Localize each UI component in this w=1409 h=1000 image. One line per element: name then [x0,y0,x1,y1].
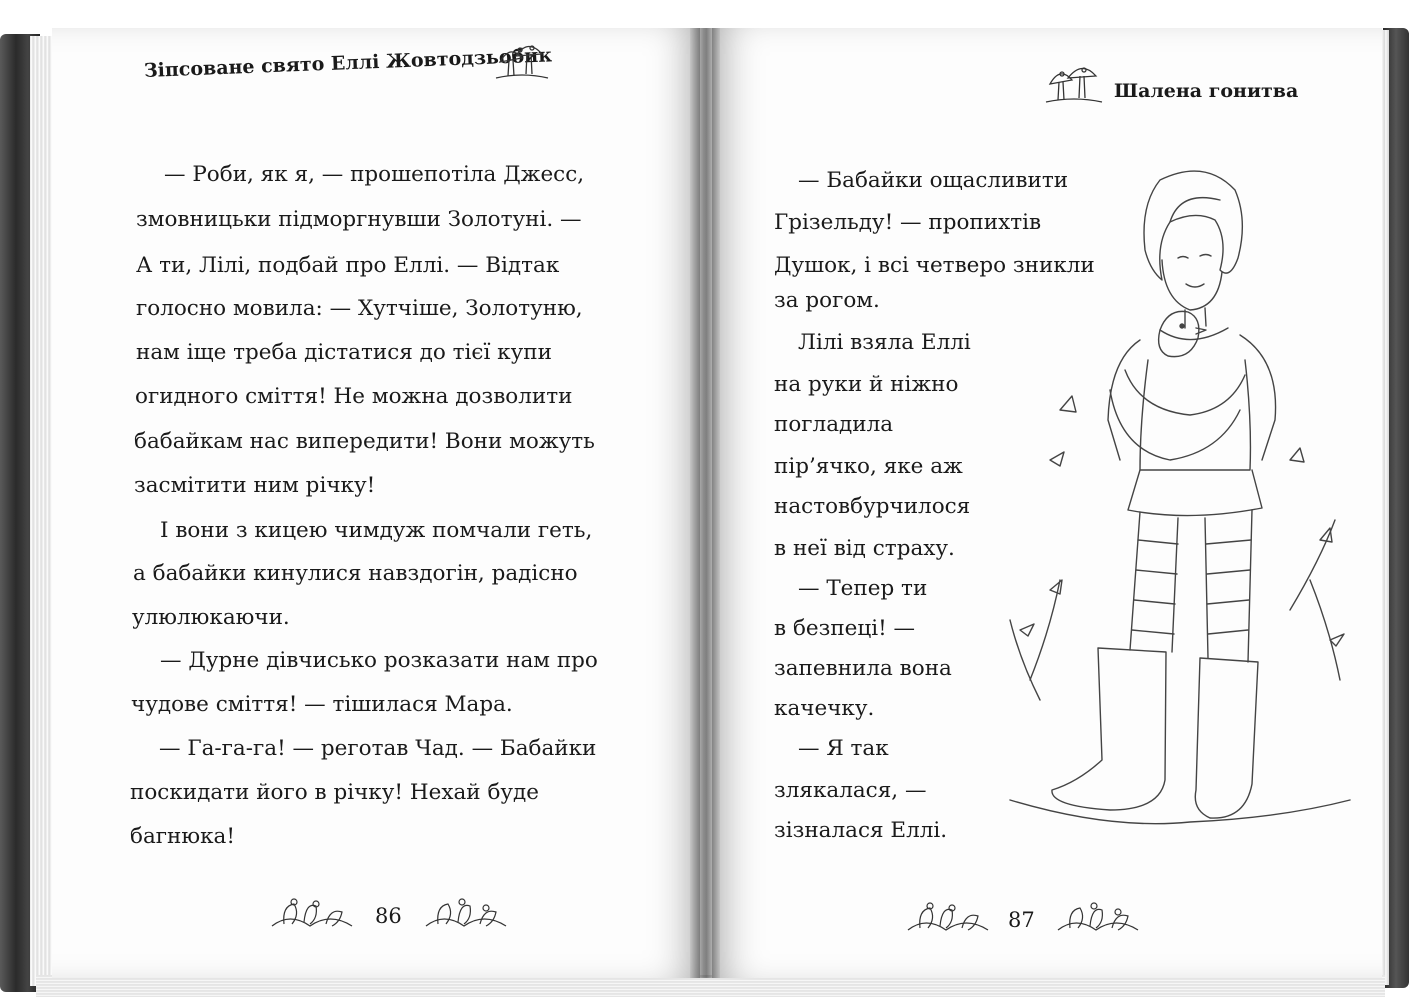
girl-holding-duckling-illustration [990,160,1370,880]
text-line: Душок, і всі четверо зникли [774,253,1095,278]
text-line: чудове сміття! — тішилася Мара. [131,692,513,717]
text-line: в безпеці! — [774,616,916,641]
mushroom-cluster-icon [1044,62,1104,106]
text-line: голосно мовила: — Хутчіше, Золотуню, [136,296,583,321]
flourish-ornament-icon [906,896,990,938]
text-line: поскидати його в річку! Нехай буде [130,780,540,805]
text-line: засмітити ним річку! [134,473,376,498]
left-running-head: Зіпсоване свято Еллі Жовтодзьобик [143,44,553,82]
page-edges-left [30,36,54,986]
text-line: — Я так [798,736,889,761]
flourish-ornament-icon [270,894,354,934]
text-line: І вони з кицею чимдуж помчали геть, [160,518,593,543]
text-line: багнюка! [130,824,235,849]
text-line: — Тепер ти [798,576,928,601]
page-number-left: 86 [375,904,402,928]
text-line: пір’ячко, яке аж [774,454,963,479]
text-line: зізналася Еллі. [774,818,948,843]
text-line: нам іще треба дістатися до тієї купи [136,340,552,365]
text-line: — Роби, як я, — прошепотіла Джесс, [164,162,585,187]
book-spine [690,28,720,978]
text-line: на руки й ніжно [774,372,959,397]
text-line: качечку. [774,696,875,721]
text-line: — Бабайки ощасливити [798,168,1069,193]
text-line: огидного сміття! Не можна дозволити [135,384,573,409]
text-line: Грізельду! — пропихтів [774,210,1042,235]
text-line: а бабайки кинулися навздогін, радісно [133,561,578,586]
text-line: злякалася, — [774,778,927,803]
flourish-ornament-icon [424,894,508,934]
text-line: за рогом. [774,288,880,313]
text-line: запевнила вона [774,656,952,681]
mushroom-cluster-icon [494,40,550,82]
text-line: змовницьки підморгнувши Золотуні. — [136,207,582,232]
text-line: бабайкам нас випередити! Вони можуть [134,429,595,454]
text-line: — Дурне дівчисько розказати нам про [160,648,598,673]
text-line: погладила [774,412,894,437]
text-line: настовбурчилося [774,494,971,519]
flourish-ornament-icon [1056,896,1140,938]
page-number-right: 87 [1008,908,1035,932]
text-line: в неї від страху. [774,536,955,561]
text-line: Лілі взяла Еллі [798,330,971,355]
page-edges-bottom [36,975,1385,997]
text-line: — Га-га-га! — реготав Чад. — Бабайки [159,736,597,761]
text-line: А ти, Лілі, подбай про Еллі. — Відтак [136,253,560,278]
right-running-head: Шалена гонитва [1114,80,1299,102]
text-line: улюлюкаючи. [132,605,290,630]
